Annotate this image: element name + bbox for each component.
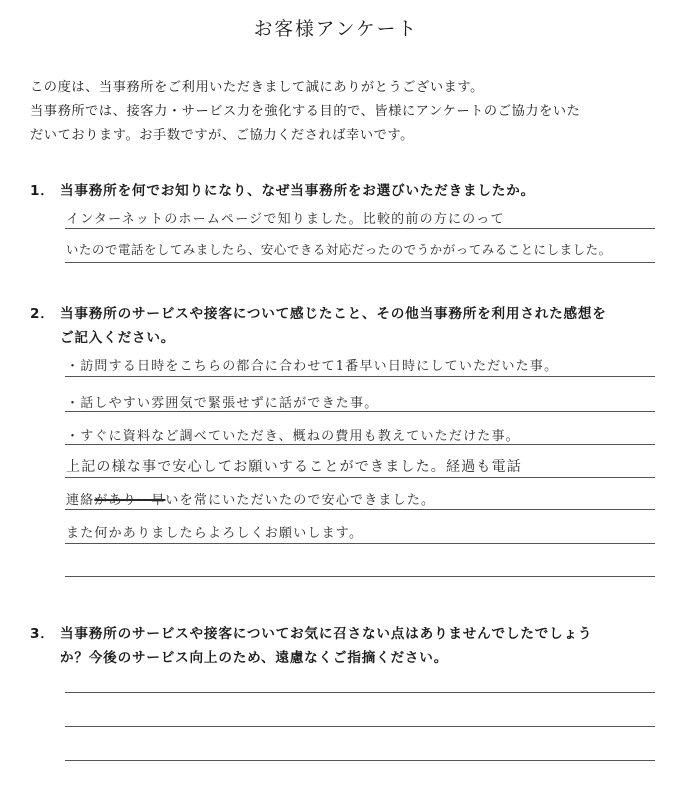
answer-line [65,477,655,478]
handwritten-answer: ・すぐに資料など調べていただき、概ねの費用も教えていただけた事。 [66,429,520,444]
question-3 [30,622,592,642]
question-1 [30,179,535,199]
answer-line [65,760,655,761]
intro-line: 当事務所では、接客力・サービス力を強化する目的で、皆様にアンケートのご協力をいた [30,104,581,119]
answer-line [65,411,655,412]
question-text: 当事務所を何でお知りになり、なぜ当事務所をお選びいただきましたか。 [60,183,535,199]
question-number: 2． [30,306,55,322]
handwritten-text: いを常にいただいたので安心できました。 [165,493,436,508]
handwritten-answer: インターネットのホームページで知りました。比較的前の方にのって [66,212,505,227]
handwritten-answer-line [66,489,435,508]
handwritten-answer: いたので電話をしてみましたら、安心できる対応だったのでうかがってみることにしました。 [66,242,612,257]
answer-line [65,228,655,229]
question-text: か？今後のサービス向上のため、遠慮なくご指摘ください。 [60,650,449,666]
answer-line [65,543,655,544]
handwritten-answer: 上記の様な事で安心してお願いすることができました。経過も電話 [66,459,522,475]
handwritten-answer: ・訪問する日時をこちらの都合に合わせて1番早い日時にしていただいた事。 [66,359,559,374]
handwritten-answer: ・話しやすい雰囲気で緊張せずに話ができた事。 [66,396,379,411]
question-number: 1． [30,183,55,199]
question-number: 3． [30,626,55,642]
handwritten-answer: また何かありましたらよろしくお願いします。 [66,526,364,541]
question-text: 当事務所のサービスや接客について感じたこと、その他当事務所を利用された感想を [60,306,607,322]
answer-line [65,726,655,727]
answer-line [65,376,655,377]
struck-out-text: がありー早 [94,493,166,508]
answer-line [65,576,655,577]
intro-line: だいております。お手数ですが、ご協力くだされば幸いです。 [30,128,414,143]
answer-line [65,444,655,445]
intro-line: この度は、当事務所をご利用いただきまして誠にありがとうございます。 [30,80,484,95]
question-2 [30,302,607,322]
answer-line [65,262,655,263]
answer-line [65,692,655,693]
page-title: お客様アンケート [253,18,419,40]
question-text: ご記入ください。 [60,330,176,346]
answer-line [65,509,655,510]
question-text: 当事務所のサービスや接客についてお気に召さない点はありませんでしたでしょう [60,626,593,642]
handwritten-text: 連絡 [66,493,95,508]
